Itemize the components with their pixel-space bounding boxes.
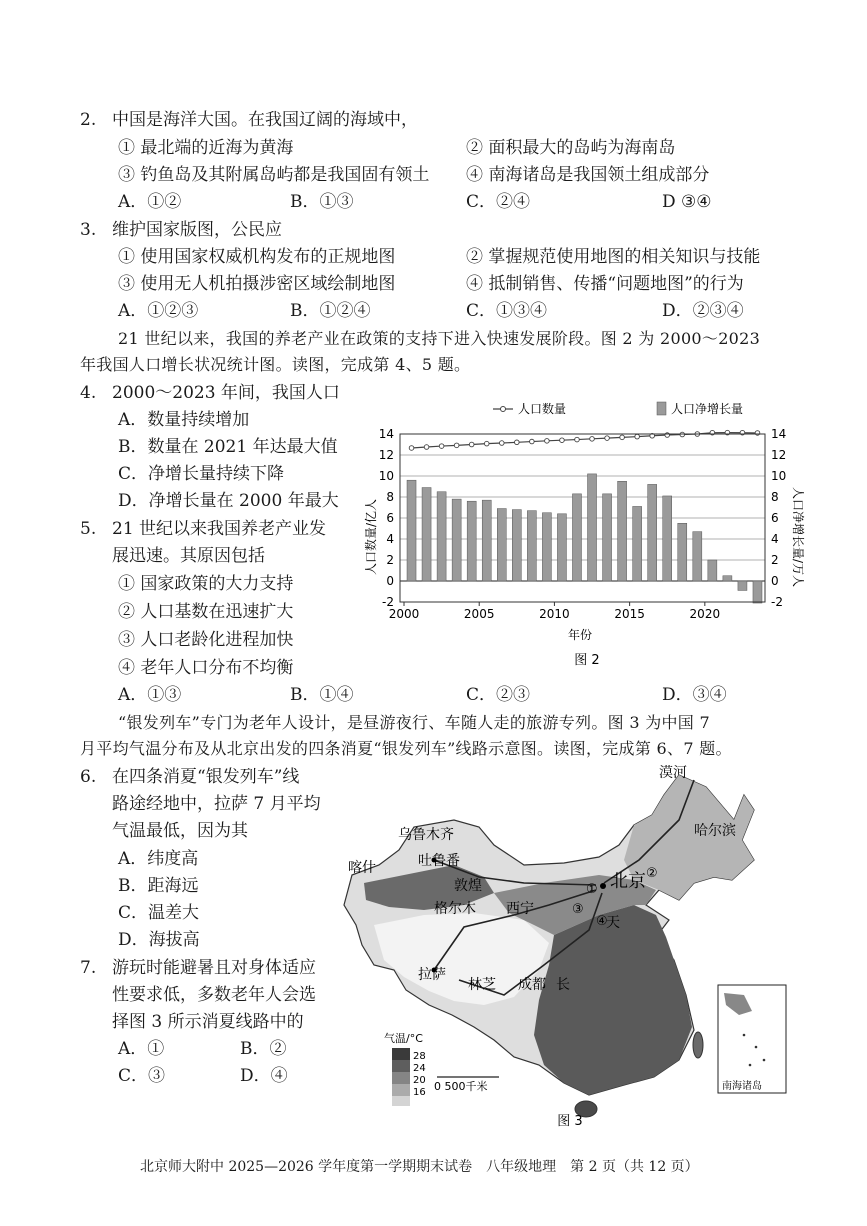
bar-2009	[542, 513, 551, 581]
population-point-2015	[635, 434, 640, 439]
y-tick-right: 6	[771, 511, 779, 525]
city-haerbin: 哈尔滨	[694, 823, 736, 839]
y-tick-right: -2	[771, 595, 783, 609]
legend-tick-20: 20	[413, 1075, 426, 1086]
city-xining: 西宁	[506, 901, 534, 917]
q3-option-c: C．①③④	[466, 301, 548, 321]
population-chart	[350, 392, 810, 672]
bar-2013	[603, 494, 612, 581]
bar-2010	[557, 514, 566, 581]
page-footer: 北京师大附中 2025—2026 学年度第一学期期末试卷 八年级地理 第 2 页（共 12 页）	[140, 1159, 699, 1175]
q6-option-a: A．纬度高	[118, 849, 199, 869]
q2-option-d: D ③④	[662, 192, 712, 212]
x-axis-title: 年份	[567, 628, 593, 642]
population-point-2003	[454, 443, 459, 448]
q2-number: 2.	[80, 110, 97, 130]
bar-2017	[663, 496, 672, 581]
legend-tick-28: 28	[413, 1051, 426, 1062]
q5-statement-1: ① 国家政策的大力支持	[118, 574, 294, 594]
southeast-hot-zone	[534, 905, 692, 1095]
population-point-2012	[590, 437, 595, 442]
q6-option-d: D．海拔高	[118, 930, 200, 950]
population-point-2013	[605, 436, 610, 441]
y-tick-right: 0	[771, 574, 779, 588]
q6-stem-line2: 路途经地中，拉萨 7 月平均	[112, 794, 321, 814]
population-point-2010	[560, 438, 565, 443]
bar-2007	[512, 510, 521, 581]
q7-option-b: B．②	[240, 1039, 287, 1059]
chart-caption: 图 2	[574, 653, 600, 668]
q2-option-b: B．①③	[290, 192, 354, 212]
y-tick-right: 4	[771, 532, 779, 546]
y-tick-left: 14	[378, 427, 394, 441]
q5-stem-line1: 21 世纪以来我国养老产业发	[112, 519, 327, 539]
intro45-line1: 21 世纪以来，我国的养老产业在政策的支持下进入快速发展阶段。图 2 为 2000～2023	[118, 329, 761, 348]
bar-2004	[467, 501, 476, 581]
q7-stem-line2: 性要求低，多数老年人会选	[112, 985, 316, 1005]
y-tick-left: -2	[382, 595, 394, 609]
legend-line-marker	[501, 407, 506, 412]
x-tick-2010: 2010	[539, 607, 570, 621]
city-geermu: 格尔木	[434, 901, 476, 917]
city-beijing: 北京	[610, 871, 646, 892]
scale-label: 0 500千米	[434, 1080, 488, 1093]
bar-2005	[482, 500, 491, 581]
y-tick-right: 8	[771, 490, 779, 504]
route-4-marker: ④	[596, 914, 608, 929]
q6-option-c: C．温差大	[118, 903, 200, 923]
population-point-2017	[665, 433, 670, 438]
q3-option-d: D．②③④	[662, 301, 744, 321]
bar-2002	[437, 492, 446, 581]
population-point-2001	[424, 445, 429, 450]
population-point-2008	[530, 439, 535, 444]
q3-option-b: B．①②④	[290, 301, 371, 321]
population-line	[412, 433, 758, 448]
y-axis-right-title: 人口净增长量/万人	[791, 486, 805, 588]
bar-2006	[497, 509, 506, 581]
q4-option-a: A．数量持续增加	[118, 410, 250, 430]
q5-option-b: B．①④	[290, 685, 354, 705]
q6-stem-line1: 在四条消夏“银发列车”线	[112, 767, 300, 787]
population-point-2014	[620, 435, 625, 440]
city-kashi: 喀什	[348, 860, 376, 876]
legend-bar-label: 人口净增长量	[671, 402, 744, 416]
population-point-2011	[575, 437, 580, 442]
x-tick-2005: 2005	[463, 607, 495, 621]
population-point-2002	[439, 444, 444, 449]
inset-label: 南海诸岛	[722, 1081, 762, 1092]
taiwan-island	[693, 1032, 703, 1058]
population-point-2009	[545, 439, 550, 444]
intro67-line2: 月平均气温分布及从北京出发的四条消夏“银发列车”线路示意图。读图，完成第 6、7 题。	[80, 739, 732, 758]
city-dunhuang: 敦煌	[454, 878, 482, 894]
population-point-2005	[484, 441, 489, 446]
legend-bar-swatch	[657, 402, 666, 415]
q2-statement-2: ② 面积最大的岛屿为海南岛	[466, 138, 676, 158]
city-mohe: 漠河	[659, 765, 687, 781]
city-chengdu: 成都	[518, 977, 546, 993]
y-tick-right: 12	[771, 448, 787, 462]
q5-stem-line2: 展迅速。其原因包括	[112, 546, 265, 566]
y-tick-right: 10	[771, 469, 787, 483]
chart-y-ticks-left	[379, 427, 394, 609]
q7-option-d: D．④	[240, 1066, 288, 1086]
chart-line	[409, 430, 760, 450]
chart-bars	[407, 474, 762, 603]
q5-option-c: C．②③	[466, 685, 531, 705]
q2-option-a: A．①②	[118, 192, 182, 212]
chart-y-ticks-right	[771, 427, 786, 609]
population-point-2018	[680, 432, 685, 437]
x-tick-2020: 2020	[689, 607, 721, 621]
population-point-2000	[409, 446, 414, 451]
q4-stem: 2000～2023 年间，我国人口	[112, 383, 340, 403]
q3-statement-3: ③ 使用无人机拍摄涉密区域绘制地图	[118, 274, 396, 294]
x-tick-2000: 2000	[388, 607, 420, 621]
q4-option-d: D．净增长量在 2000 年最大	[118, 491, 339, 511]
x-tick-2015: 2015	[614, 607, 645, 621]
q4-number: 4.	[80, 383, 97, 403]
q3-statement-1: ① 使用国家权威机构发布的正规地图	[118, 247, 396, 267]
city-tulufan: 吐鲁番	[418, 853, 460, 869]
q5-number: 5.	[80, 519, 97, 539]
y-tick-left: 6	[386, 511, 394, 525]
bar-2012	[588, 474, 597, 581]
q4-option-c: C．净增长量持续下降	[118, 464, 285, 484]
city-tian: 天	[606, 915, 620, 931]
bar-2008	[527, 511, 536, 581]
q5-statement-2: ② 人口基数在迅速扩大	[118, 602, 294, 622]
q3-option-a: A．①②③	[118, 301, 199, 321]
q5-statement-3: ③ 人口老龄化进程加快	[118, 630, 294, 650]
q7-option-a: A．①	[118, 1039, 165, 1059]
bar-2016	[648, 484, 657, 581]
bar-2022	[738, 581, 747, 590]
bar-2014	[618, 481, 627, 581]
chart-x-ticks	[389, 602, 720, 621]
bar-2003	[452, 499, 461, 581]
route-3-marker: ③	[572, 902, 584, 917]
q6-number: 6.	[80, 767, 97, 787]
q2-stem: 中国是海洋大国。在我国辽阔的海域中，	[112, 110, 418, 130]
q4-option-b: B．数量在 2021 年达最大值	[118, 437, 338, 457]
population-point-2023	[755, 431, 760, 436]
legend-line-label: 人口数量	[518, 402, 567, 416]
q5-statement-4: ④ 老年人口分布不均衡	[118, 658, 294, 678]
y-tick-left: 2	[386, 553, 394, 567]
q3-number: 3.	[80, 220, 97, 240]
y-tick-right: 14	[771, 427, 787, 441]
q2-statement-1: ① 最北端的近海为黄海	[118, 138, 294, 158]
bar-2023	[753, 581, 762, 603]
bar-2001	[422, 488, 431, 581]
bar-2015	[633, 506, 642, 581]
intro45-line2: 年我国人口增长状况统计图。读图，完成第 4、5 题。	[80, 355, 471, 374]
y-tick-left: 12	[378, 448, 394, 462]
population-point-2006	[499, 441, 504, 446]
legend-tick-24: 24	[413, 1063, 426, 1074]
q7-option-c: C．③	[118, 1066, 166, 1086]
bar-2018	[678, 523, 687, 581]
y-tick-left: 0	[386, 574, 394, 588]
city-linzhi: 林芝	[468, 977, 496, 993]
bar-2000	[407, 480, 416, 581]
legend-tick-16: 16	[413, 1087, 426, 1098]
china-july-temperature-map	[334, 765, 804, 1135]
q6-stem-line3: 气温最低，因为其	[112, 821, 248, 841]
q2-option-c: C．②④	[466, 192, 531, 212]
q3-statement-2: ② 掌握规范使用地图的相关知识与技能	[466, 247, 761, 267]
map-caption: 图 3	[557, 1114, 583, 1129]
city-chang: 长	[556, 977, 570, 993]
y-axis-left-title: 人口数量/亿人	[364, 498, 378, 576]
q5-option-a: A．①③	[118, 685, 182, 705]
q7-number: 7.	[80, 958, 97, 978]
q5-option-d: D．③④	[662, 685, 727, 705]
city-wulumuqi: 乌鲁木齐	[398, 827, 454, 843]
q2-statement-4: ④ 南海诸岛是我国领土组成部分	[466, 165, 710, 185]
intro67-line1: “银发列车”专门为老年人设计，是昼游夜行、车随人走的旅游专列。图 3 为中国 7	[118, 713, 710, 732]
population-point-2007	[515, 440, 520, 445]
bar-2019	[693, 532, 702, 581]
bar-2020	[708, 560, 717, 581]
legend-swatch-3	[392, 1072, 410, 1084]
y-tick-left: 8	[386, 490, 394, 504]
route-1-marker: ①	[586, 882, 598, 897]
bar-2011	[572, 494, 581, 581]
q3-stem: 维护国家版图，公民应	[112, 220, 282, 240]
city-lasa: 拉萨	[418, 967, 446, 983]
legend-swatch-2	[392, 1060, 410, 1072]
y-tick-left: 10	[378, 469, 394, 483]
population-point-2004	[469, 442, 474, 447]
q7-stem-line1: 游玩时能避暑且对身体适应	[112, 958, 316, 978]
y-tick-left: 4	[386, 532, 394, 546]
legend-swatch-5	[392, 1096, 410, 1106]
legend-swatch-4	[392, 1084, 410, 1096]
route-2-marker: ②	[646, 866, 658, 881]
q7-stem-line3: 择图 3 所示消夏线路中的	[112, 1012, 304, 1032]
legend-swatch-1	[392, 1048, 410, 1060]
y-tick-right: 2	[771, 553, 779, 567]
bar-2021	[723, 576, 732, 581]
map-legend-title: 气温/°C	[384, 1032, 423, 1045]
q3-statement-4: ④ 抵制销售、传播“问题地图”的行为	[466, 274, 744, 294]
q6-option-b: B．距海远	[118, 876, 199, 896]
beijing-dot	[600, 883, 606, 889]
q2-statement-3: ③ 钓鱼岛及其附属岛屿都是我国固有领土	[118, 165, 430, 185]
